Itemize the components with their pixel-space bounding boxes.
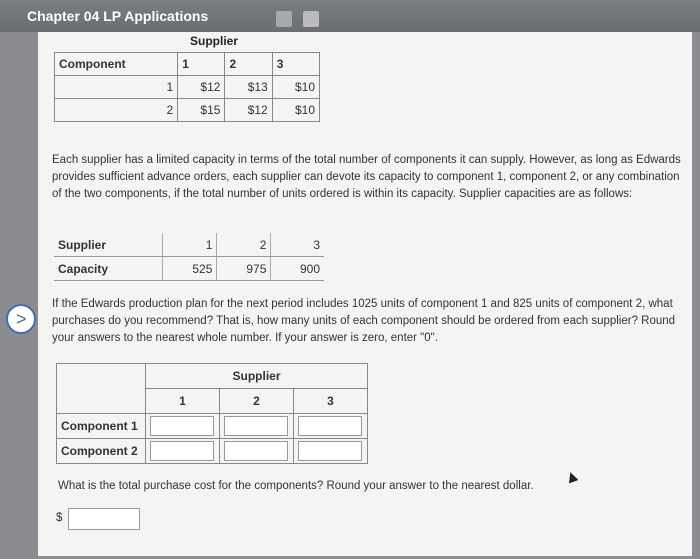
- table-row: Component 1: [57, 414, 368, 439]
- calculator-icon[interactable]: [303, 11, 319, 27]
- capacity-label: Capacity: [54, 257, 163, 281]
- currency-sign: $: [56, 512, 63, 524]
- question-text: If the Edwards production plan for the next period includes 1025 units of component 1 and 825 units of component 2, what purchases do you recommend? That is, how many units of each component should be ordered from each supplier? Round your answers to the nearest whole number. If your answer is zero, enter "0".: [52, 298, 676, 344]
- c1-s2-input[interactable]: [224, 416, 288, 436]
- content-page: [38, 32, 692, 556]
- capacity-table: Supplier 1 2 3 Capacity 525 975 900: [54, 233, 324, 281]
- cost-table: [54, 52, 320, 122]
- window-title: Chapter 04 LP Applications: [27, 8, 209, 24]
- component-header: Component: [55, 53, 178, 76]
- title-bar: [0, 0, 700, 32]
- supplier-col-2: 2: [225, 53, 272, 76]
- table-row: Component 2: [57, 439, 368, 464]
- book-icon[interactable]: [276, 11, 292, 27]
- table-row: 1 $12 $13 $10: [55, 76, 320, 99]
- total-cost-question: What is the total purchase cost for the components? Round your answer to the nearest dollar.: [58, 480, 534, 492]
- table3-supplier-header: Supplier: [146, 364, 368, 389]
- c1-s3-input[interactable]: [298, 416, 362, 436]
- c2-s3-input[interactable]: [298, 441, 362, 461]
- total-cost-input[interactable]: [68, 508, 140, 530]
- c2-s1-input[interactable]: [150, 441, 214, 461]
- c1-s1-input[interactable]: [150, 416, 214, 436]
- chevron-right-icon: >: [16, 309, 27, 329]
- capacity-description: Each supplier has a limited capacity in terms of the total number of components it can supply. However, as long as Edwards provides sufficient advance orders, each supplier can devote its capacity to component 1, component 2, or any combination of the two components, if the total number of units ordered is within its capacity. Supplier capacities are as follows:: [52, 154, 681, 200]
- c2-s2-input[interactable]: [224, 441, 288, 461]
- expand-arrow-button[interactable]: [6, 304, 36, 334]
- table-row: 2 $15 $12 $10: [55, 99, 320, 122]
- supplier-col-3: 3: [272, 53, 319, 76]
- table1-supplier-header: Supplier: [190, 34, 239, 48]
- purchase-answer-table: Supplier 1 2 3 Component 1 Component 2: [56, 363, 368, 464]
- supplier-label: Supplier: [54, 233, 163, 257]
- supplier-col-1: 1: [178, 53, 225, 76]
